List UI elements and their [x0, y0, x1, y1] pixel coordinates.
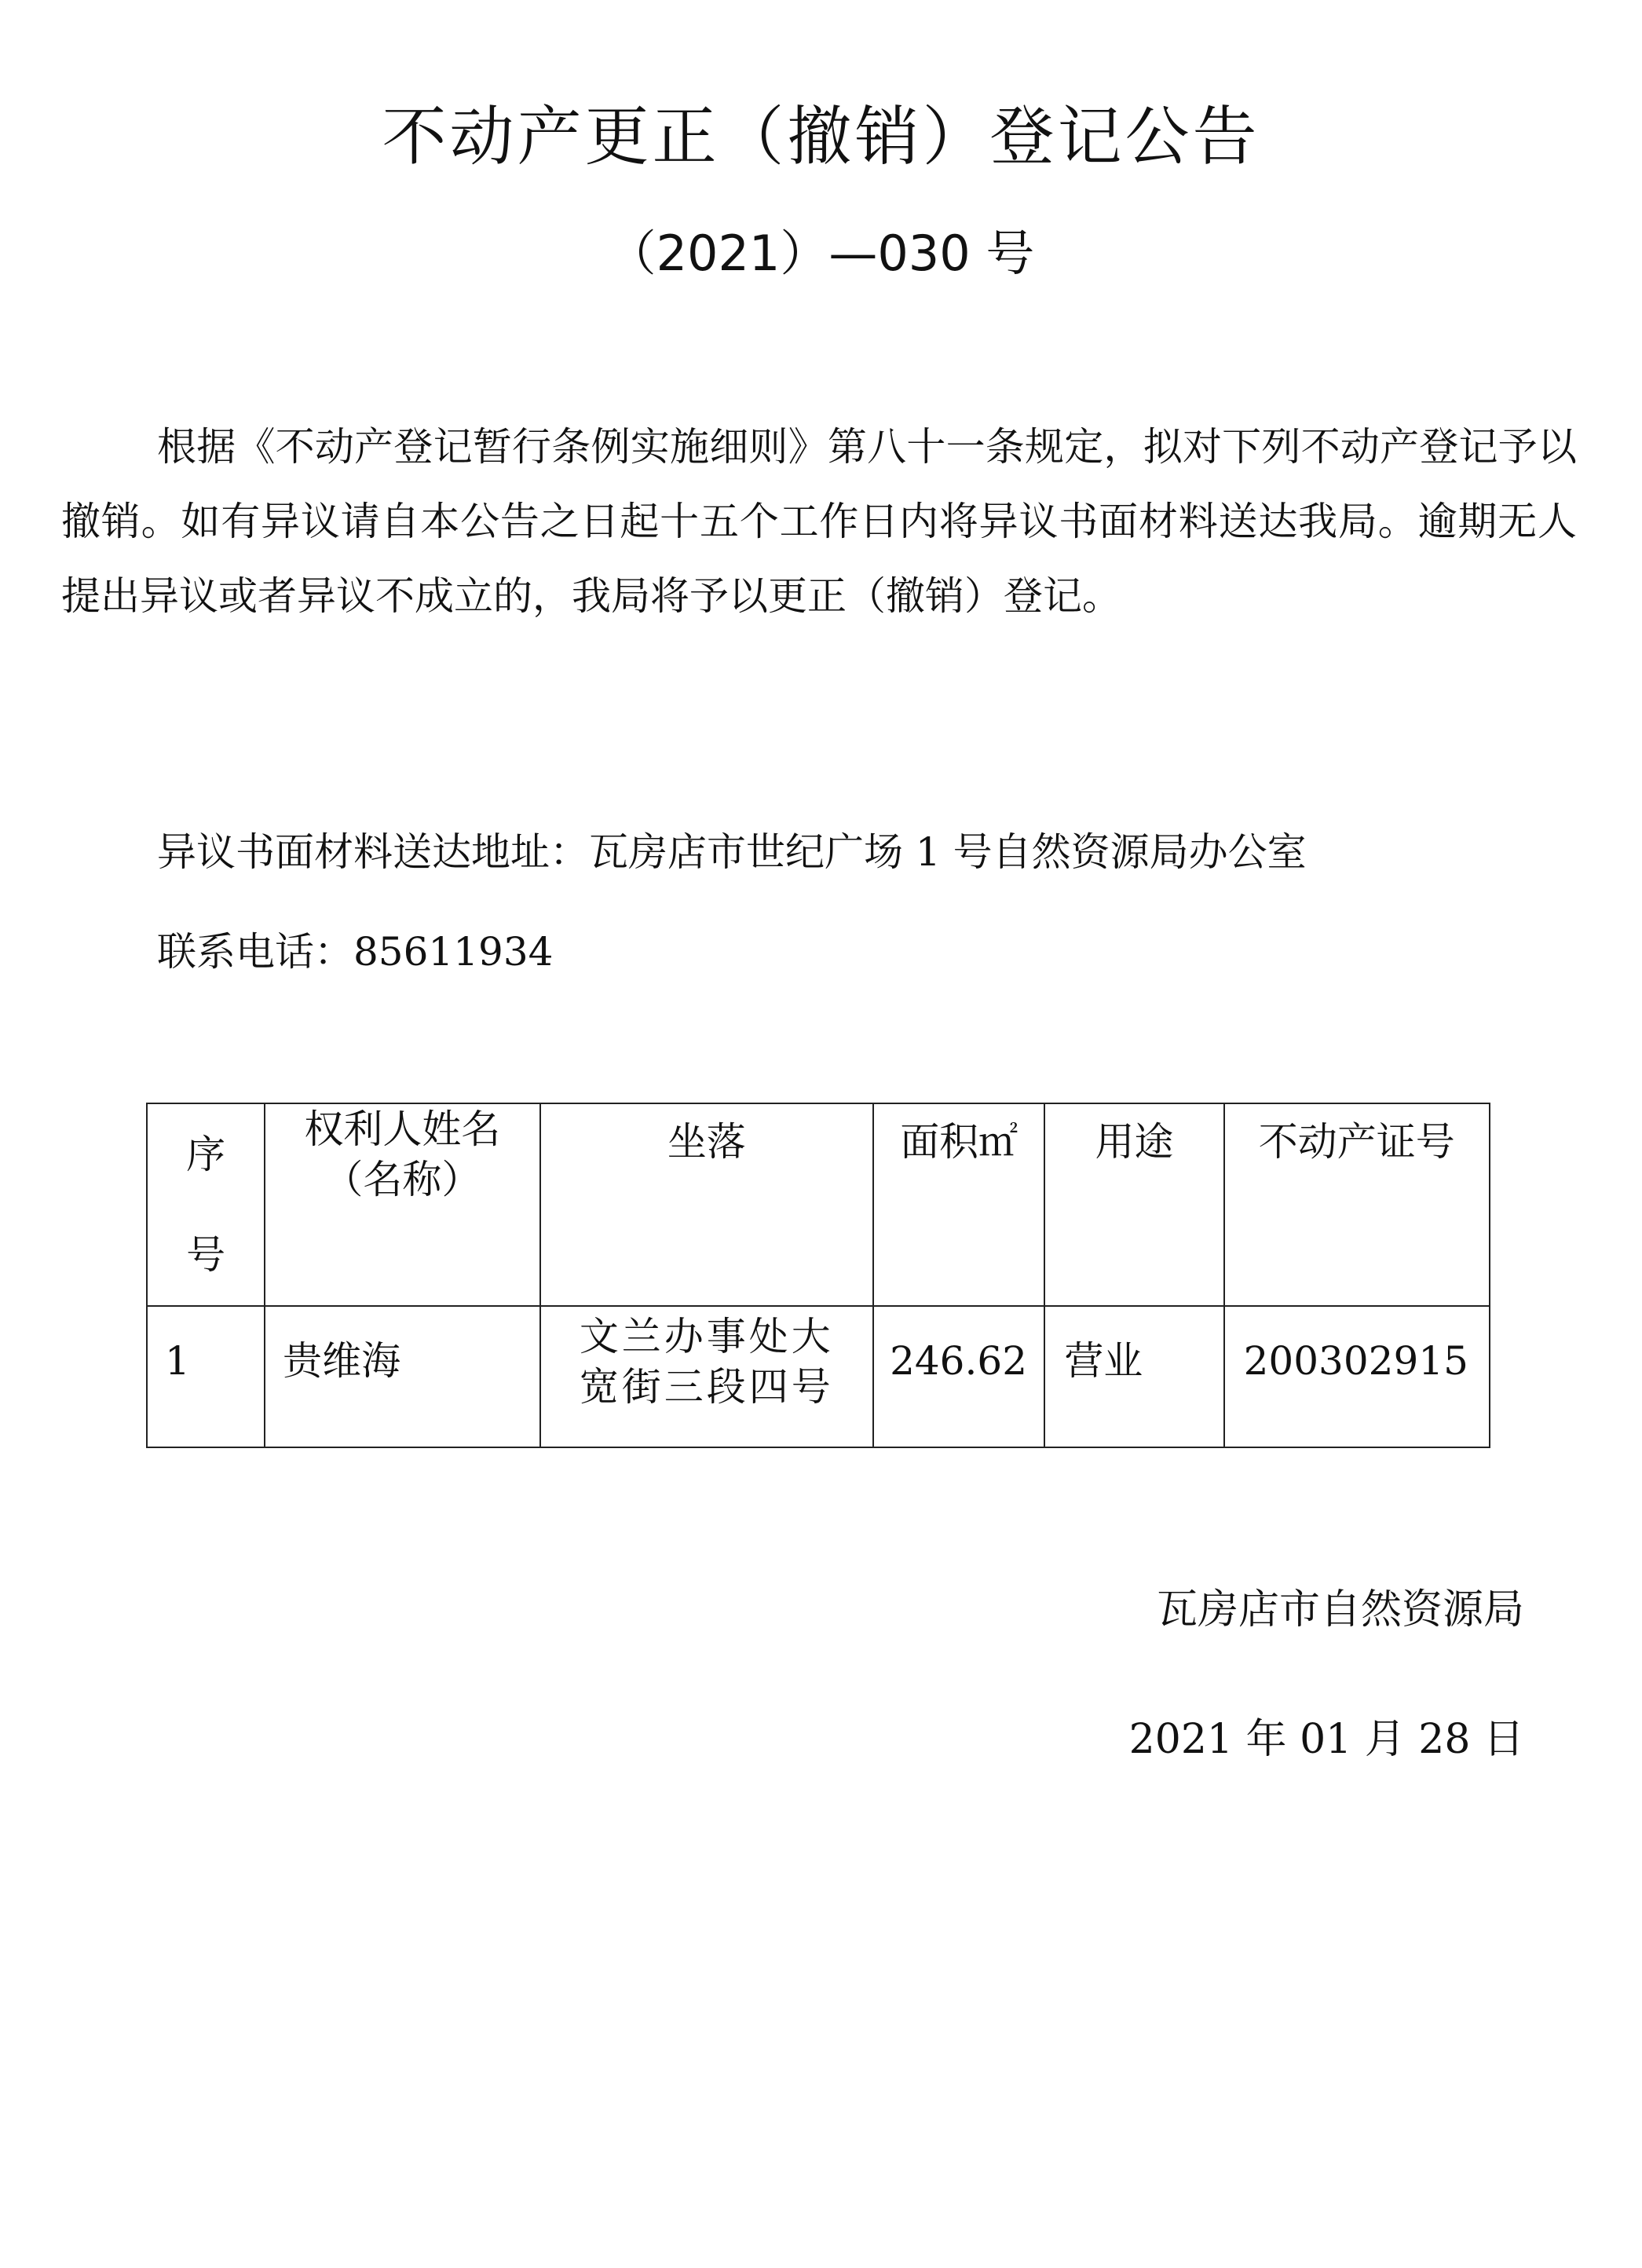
table-row	[147, 1306, 1490, 1447]
header-seq-bottom: 号	[186, 1232, 226, 1278]
cell-seq: 1	[147, 1306, 265, 1447]
header-area: 面积㎡	[873, 1103, 1044, 1306]
issuer-signature: 瓦房店市自然资源局	[1156, 1586, 1524, 1633]
table-header-row	[147, 1103, 1490, 1306]
cell-area: 246.62	[873, 1306, 1044, 1447]
header-use: 用途	[1044, 1103, 1223, 1306]
cell-cert: 200302915	[1224, 1306, 1490, 1447]
header-cert: 不动产证号	[1224, 1103, 1490, 1306]
header-name	[265, 1103, 539, 1306]
cell-name: 贵维海	[265, 1306, 539, 1447]
records-table	[146, 1103, 1490, 1448]
header-location: 坐落	[540, 1103, 873, 1306]
main-paragraph: 根据《不动产登记暂行条例实施细则》第八十一条规定，拟对下列不动产登记予以撤销。如有异议请自本公告之日起十五个工作日内将异议书面材料送达我局。逾期无人提出异议或者异议不成立的，我局将予以更正（撤销）登记。	[61, 424, 1577, 619]
page-title: 不动产更正（撤销）登记公告	[382, 100, 1260, 174]
header-name-line2: （名称）	[324, 1157, 481, 1202]
cell-location	[540, 1306, 873, 1447]
header-seq-top: 序	[186, 1132, 226, 1177]
cell-use: 营业	[1044, 1306, 1223, 1447]
cell-location-line1: 文兰办事处大	[579, 1314, 834, 1359]
document-number: （2021）—030 号	[607, 225, 1035, 282]
address-line: 异议书面材料送达地址：瓦房店市世纪广场 1 号自然资源局办公室	[157, 829, 1307, 875]
phone-line: 联系电话：85611934	[157, 929, 554, 975]
header-seq	[147, 1103, 265, 1306]
header-name-line1: 权利人姓名	[304, 1107, 501, 1152]
issue-date: 2021 年 01 月 28 日	[1128, 1716, 1524, 1763]
cell-location-line2: 宽街三段四号	[579, 1364, 834, 1410]
